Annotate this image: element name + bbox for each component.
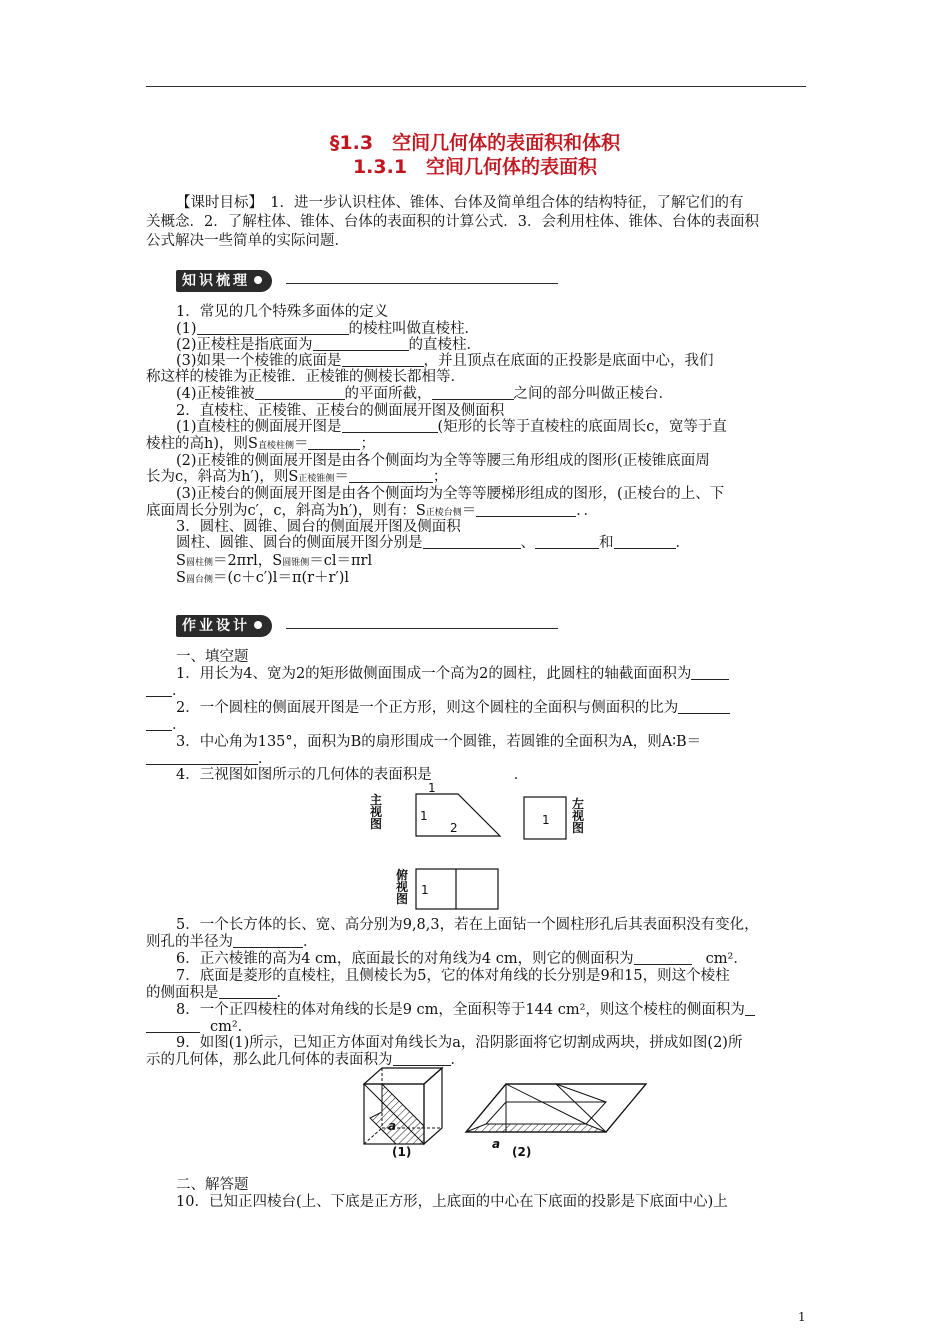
front-view-trapezoid xyxy=(368,782,518,844)
blank-field[interactable] xyxy=(393,1051,451,1066)
question-7-cont: 的侧面积是 ． xyxy=(146,985,291,1001)
knowledge-item-1-4: (4)正棱锥被 的平面所截， 之间的部分叫做正棱台． xyxy=(176,386,674,402)
question-9: 9．如图(1)所示，已知正方体面对角线长为a，沿阴影面将它切割成两块，拼成如图(2)所 xyxy=(176,1035,743,1051)
question-6: 6．正六棱锥的高为4 cm，底面最长的对角线为4 cm，则它的侧面积为 cm²． xyxy=(176,951,748,967)
blank-field[interactable] xyxy=(313,336,409,351)
objective-label: 【课时目标】 xyxy=(176,195,256,211)
question-2: 2．一个圆柱的侧面展开图是一个正方形，则这个圆柱的全面积与侧面积的比为 xyxy=(176,699,730,717)
formula-cylinder-cone: S圆柱侧＝2πrl，S圆锥侧＝cl＝πrl xyxy=(176,553,373,569)
knowledge-item-2-1-cont: 棱柱的高h)，则S直棱柱侧＝ ； xyxy=(146,436,375,452)
question-8: 8．一个正四棱柱的体对角线的长是9 cm，全面积等于144 cm²，则这个棱柱的侧面积为 xyxy=(176,1001,755,1019)
page-subtitle: 1.3.1 空间几何体的表面积 xyxy=(352,156,598,178)
blank-field[interactable] xyxy=(146,750,258,765)
knowledge-item-1: 1．常见的几个特殊多面体的定义 xyxy=(176,304,389,320)
front-view-figure: 主 视 图 1 1 2 xyxy=(368,782,518,844)
knowledge-item-2-1: (1)直棱柱的侧面展开图是 (矩形的长等于直棱柱的底面周长c，宽等于直 xyxy=(176,419,727,435)
knowledge-item-2-2-cont: 长为c，斜高为h′)，则S正棱锥侧＝ ； xyxy=(146,469,448,485)
blank-field[interactable] xyxy=(535,534,599,549)
knowledge-item-3: 3．圆柱、圆锥、圆台的侧面展开图及侧面积 xyxy=(176,519,461,535)
knowledge-item-1-1: (1) 的棱柱叫做直棱柱． xyxy=(176,321,480,337)
knowledge-item-1-3: (3)如果一个棱锥的底面是 ，并且顶点在底面的正投影是底面中心，我们 xyxy=(176,353,714,369)
question-3-cont: ． xyxy=(146,750,273,768)
blank-field[interactable] xyxy=(342,352,424,367)
blank-field[interactable] xyxy=(197,320,349,335)
blank-field[interactable] xyxy=(349,468,433,483)
page-title: §1.3 空间几何体的表面积和体积 xyxy=(329,132,621,154)
bullet-dot-icon xyxy=(254,276,262,284)
figure-2-label: (2) xyxy=(512,1145,532,1159)
question-10: 10．已知正四棱台(上、下底是正方形，上底面的中心在下底面的投影是下底面中心)上 xyxy=(176,1194,728,1210)
front-view-label: 主 视 图 xyxy=(370,793,383,831)
blank-field[interactable] xyxy=(678,699,730,714)
cube-cut-diagram xyxy=(356,1066,776,1162)
blank-field[interactable] xyxy=(476,502,576,517)
objective-line-3: 公式解决一些简单的实际问题． xyxy=(146,233,349,249)
section-header-homework: 作业设计 xyxy=(176,615,558,637)
top-view-figure: 俯 视 图 1 xyxy=(396,866,506,914)
question-5-cont: 则孔的半径为 ． xyxy=(146,934,318,950)
page-number: 1 xyxy=(798,1310,806,1324)
top-view-rectangle xyxy=(396,866,506,914)
blank-field[interactable] xyxy=(432,385,514,400)
question-2-cont: ． xyxy=(146,716,187,734)
question-4: 4．三视图如图所示的几何体的表面积是 ． xyxy=(176,767,529,783)
blank-field[interactable] xyxy=(146,716,172,731)
figure-1-label: (1) xyxy=(392,1145,412,1159)
question-7: 7．底面是菱形的直棱柱，且侧棱长为5，它的体对角线的长分别是9和15，则这个棱柱 xyxy=(176,968,730,984)
objective-line-1: 【课时目标】 1．进一步认识柱体、锥体、台体及简单组合体的结构特征，了解它们的有 xyxy=(176,195,744,211)
side-view-figure: 1 左 视 图 xyxy=(522,796,592,844)
knowledge-item-2: 2．直棱柱、正棱锥、正棱台的侧面展开图及侧面积 xyxy=(176,403,505,419)
question-1: 1．用长为4、宽为2的矩形做侧面围成一个高为2的圆柱，此圆柱的轴截面面积为 xyxy=(176,665,729,683)
formula-frustum: S圆台侧＝(c＋c′)l＝π(r＋r′)l xyxy=(176,570,350,586)
blank-field[interactable] xyxy=(614,534,676,549)
knowledge-item-2-2: (2)正棱锥的侧面展开图是由各个侧面均为全等等腰三角形组成的图形(正棱锥底面周 xyxy=(176,453,710,469)
blank-field[interactable] xyxy=(308,435,360,450)
blank-field[interactable] xyxy=(342,418,438,433)
bullet-dot-icon xyxy=(254,621,262,629)
knowledge-item-2-3: (3)正棱台的侧面展开图是由各个侧面均为全等等腰梯形组成的图形，(正棱台的上、下 xyxy=(176,486,725,502)
question-9-cont: 示的几何体，那么此几何体的表面积为 ． xyxy=(146,1052,465,1068)
question-8-cont: cm²． xyxy=(146,1018,252,1036)
section-header-knowledge: 知识梳理 xyxy=(176,270,558,292)
part-1-heading: 一、填空题 xyxy=(176,649,249,665)
knowledge-item-3-1: 圆柱、圆锥、圆台的侧面展开图分别是 、 和 ． xyxy=(176,535,690,551)
knowledge-item-2-3-cont: 底面周长分别为c′，c，斜高为h′)，则有：S正棱台侧＝ ．． xyxy=(146,503,599,519)
blank-field[interactable] xyxy=(146,682,172,697)
blank-field[interactable] xyxy=(219,984,277,999)
blank-field[interactable] xyxy=(745,1001,755,1016)
cube-cut-figure: a a (1) (2) xyxy=(356,1066,776,1162)
part-2-heading: 二、解答题 xyxy=(176,1177,249,1193)
blank-field[interactable] xyxy=(634,950,692,965)
knowledge-item-1-2: (2)正棱柱是指底面为 的直棱柱． xyxy=(176,337,482,353)
blank-field[interactable] xyxy=(255,385,345,400)
blank-field[interactable] xyxy=(146,1018,200,1033)
blank-field[interactable] xyxy=(691,665,729,680)
blank-field[interactable] xyxy=(423,534,521,549)
blank-field[interactable] xyxy=(233,933,303,948)
knowledge-item-1-3-cont: 称这样的棱锥为正棱锥．正棱锥的侧棱长都相等． xyxy=(146,369,465,385)
objective-line-2: 关概念．2．了解柱体、锥体、台体的表面积的计算公式．3．会利用柱体、锥体、台体的表面积 xyxy=(146,214,759,230)
top-view-label: 俯 视 图 xyxy=(396,868,409,906)
question-1-cont: ． xyxy=(146,682,187,700)
side-view-label: 左 视 图 xyxy=(572,797,585,835)
header-rule xyxy=(146,86,806,87)
question-3: 3．中心角为135°，面积为B的扇形围成一个圆锥，若圆锥的全面积为A，则A∶B＝ xyxy=(176,734,702,750)
question-5: 5．一个长方体的长、宽、高分别为9,8,3，若在上面钻一个圆柱形孔后其表面积没有变化， xyxy=(176,917,759,933)
